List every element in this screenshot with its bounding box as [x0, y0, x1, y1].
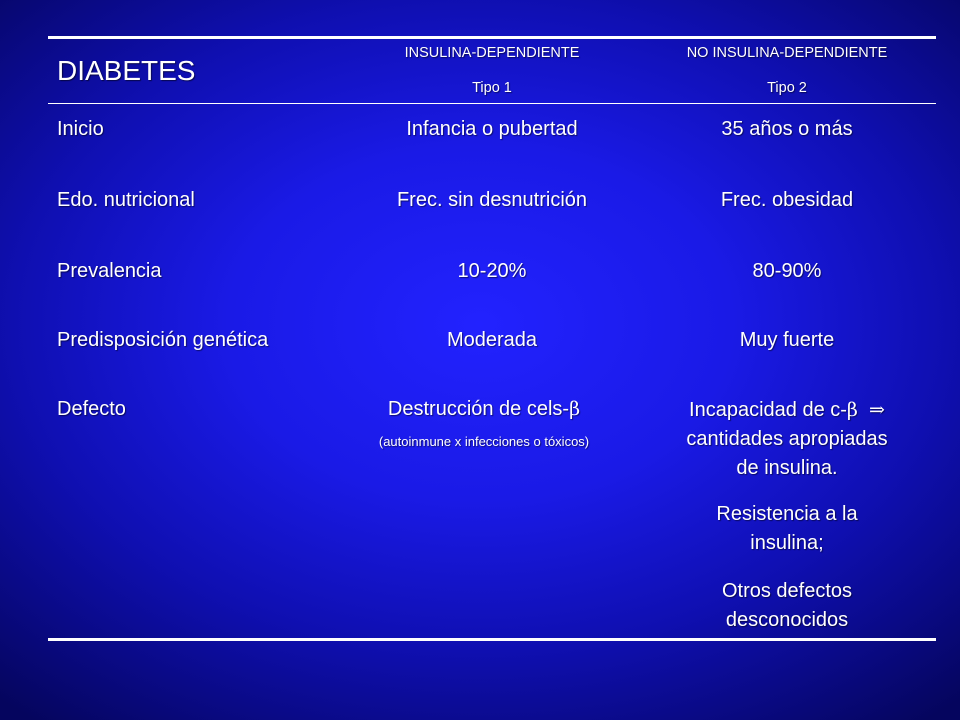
- col-header-type2-name: NO INSULINA-DEPENDIENTE: [686, 45, 888, 61]
- header-rule: [48, 103, 936, 104]
- table-title: DIABETES: [57, 55, 196, 86]
- cell-nutricional-type1: Frec. sin desnutrición: [396, 189, 588, 211]
- cell-defecto-type1-note: (autoinmune x infecciones o tóxicos): [378, 434, 590, 449]
- row-label-inicio: Inicio: [57, 118, 104, 140]
- cell-inicio-type1: Infancia o pubertad: [406, 118, 578, 140]
- beta-symbol: β: [569, 398, 581, 420]
- row-label-nutricional: Edo. nutricional: [57, 189, 195, 211]
- cell-defecto-type1-text: Destrucción de cels-: [387, 398, 570, 420]
- cell-defecto-type2-line1-text: Incapacidad de c-: [689, 399, 847, 421]
- cell-predisposicion-type2: Muy fuerte: [739, 329, 835, 351]
- cell-defecto-type2-resistencia: [637, 500, 937, 558]
- col-header-type2-type: Tipo 2: [767, 80, 807, 96]
- cell-defecto-type2-resistencia-line2: insulina;: [750, 532, 824, 554]
- cell-inicio-type2: 35 años o más: [721, 118, 853, 140]
- row-label-defecto: Defecto: [57, 398, 126, 420]
- cell-defecto-type2-otros-line2: desconocidos: [725, 609, 849, 631]
- col-header-type1-type: Tipo 1: [472, 80, 512, 96]
- cell-defecto-type2-otros: [637, 577, 937, 635]
- cell-defecto-type2-otros-line1: Otros defectos: [721, 580, 853, 602]
- implies-arrow-icon: ⇒: [869, 399, 885, 421]
- top-rule: [48, 36, 936, 39]
- cell-defecto-type2-line3: de insulina.: [736, 457, 838, 479]
- cell-defecto-type2-line2: cantidades apropiadas: [686, 428, 888, 450]
- cell-defecto-type2-resistencia-line1: Resistencia a la: [716, 503, 858, 525]
- row-label-predisposicion: Predisposición genética: [57, 329, 269, 351]
- cell-nutricional-type2: Frec. obesidad: [720, 189, 854, 211]
- cell-prevalencia-type2: 80-90%: [752, 260, 822, 282]
- bottom-rule: [48, 638, 936, 641]
- beta-symbol: β: [846, 399, 858, 421]
- cell-defecto-type2: [637, 396, 937, 483]
- cell-defecto-type2-line1: [637, 396, 937, 425]
- col-header-type1-name: INSULINA-DEPENDIENTE: [404, 45, 580, 61]
- row-label-prevalencia: Prevalencia: [57, 260, 162, 282]
- cell-prevalencia-type1: 10-20%: [457, 260, 527, 282]
- cell-predisposicion-type1: Moderada: [446, 329, 538, 351]
- cell-defecto-type1: [334, 398, 634, 421]
